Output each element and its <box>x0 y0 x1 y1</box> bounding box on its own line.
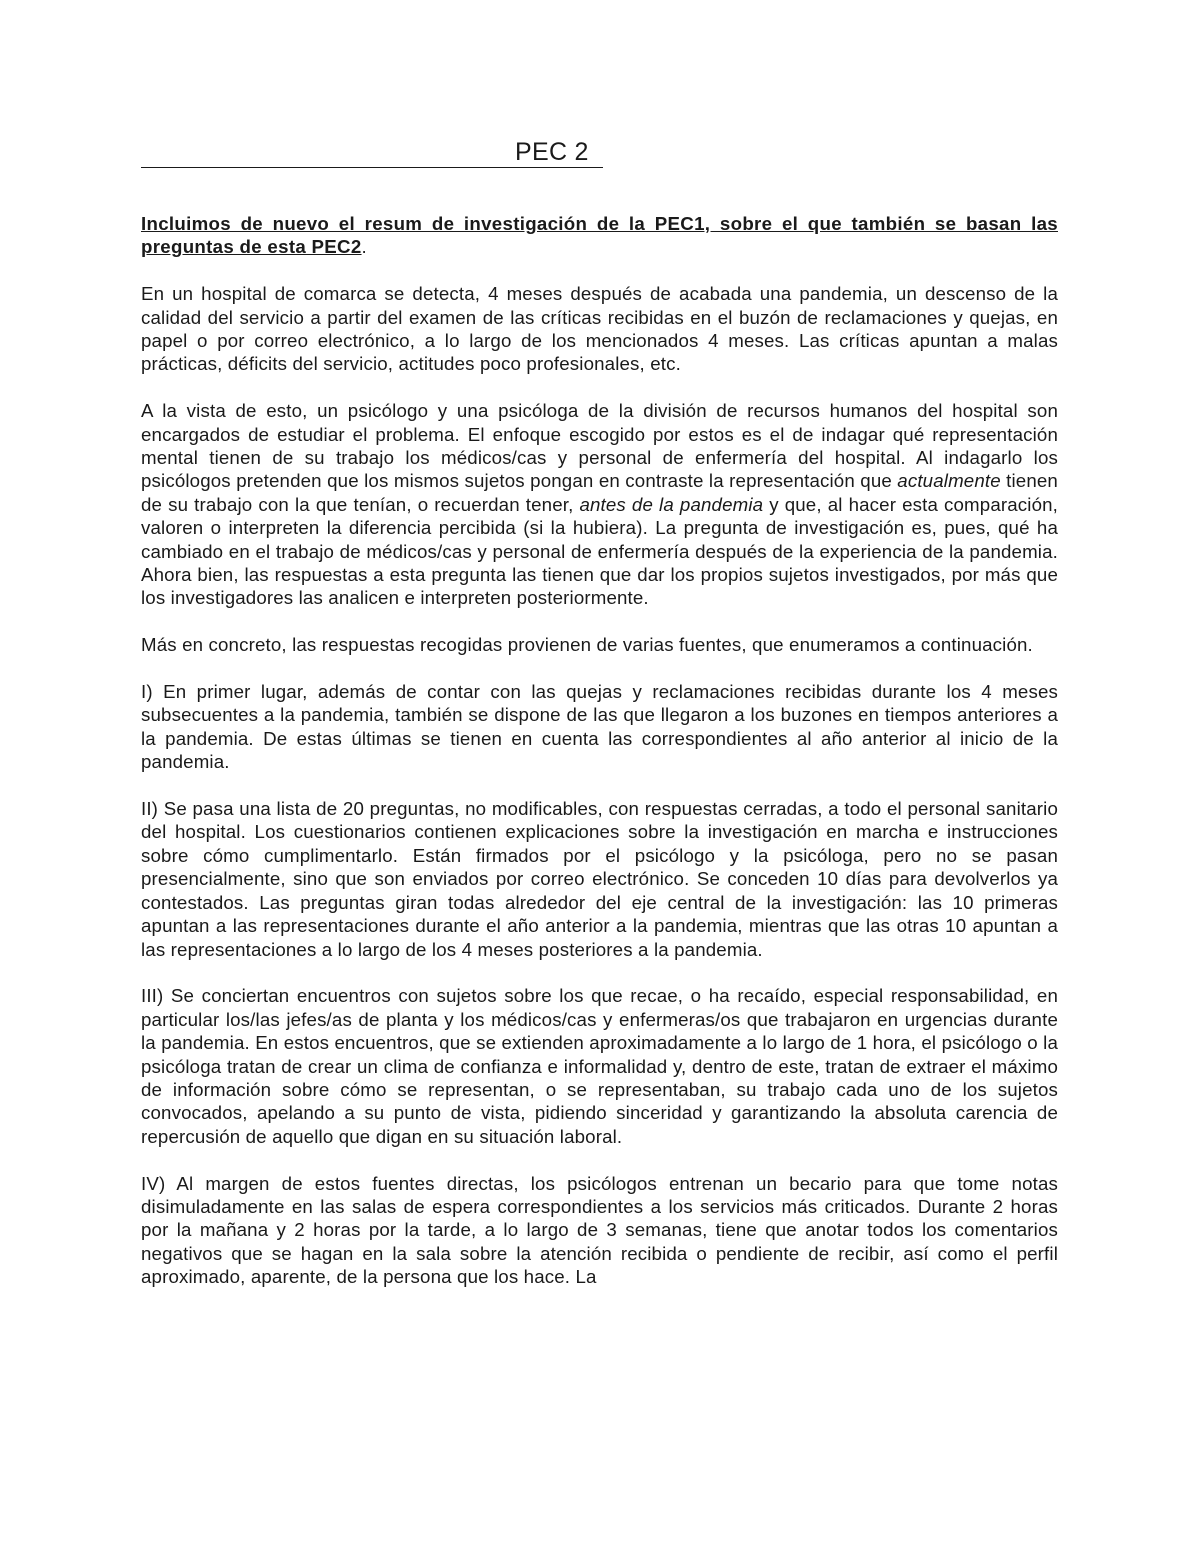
paragraph-2-italic-antes: antes de la pandemia <box>579 493 764 515</box>
paragraph-2-part-a: A la vista de esto, un psicólogo y una psicóloga de la división de recursos humanos del hospital son encargados de estudiar el problema. El enfoque escogido por estos es el de indagar qué representación mental tienen de su trabajo los médicos/cas y personal de enfermería del hospital. Al indagarlo los psicólogos pretenden que los mismos sujetos pongan en contraste la representación que <box>141 400 1058 492</box>
intro-bold-text: Incluimos de nuevo el resum de investigación de la PEC1, sobre el que también se basan las preguntas de esta PEC2 <box>141 213 1058 258</box>
paragraph-source-2: II) Se pasa una lista de 20 preguntas, no modificables, con respuestas cerradas, a todo el personal sanitario del hospital. Los cuestionarios contienen explicaciones sobre la investigación en marcha e instrucciones sobre cómo cumplimentarlo. Están firmados por el psicólogo y la psicóloga, pero no se pasan presencialmente, sino que son enviados por correo electrónico. Se conceden 10 días para devolverlos ya contestados. Las preguntas giran todas alrededor del eje central de la investigación: las 10 primeras apuntan a las representaciones durante el año anterior a la pandemia, mientras que las otras 10 apuntan a las representaciones a lo largo de los 4 meses posteriores a la pandemia. <box>141 798 1058 960</box>
intro-paragraph <box>141 212 1058 259</box>
paragraph-2-part-e: y que, al hacer esta comparación, valoren o interpreten la diferencia percibida (si la hubiera). La pregunta de investigación es, pues, qué ha cambiado en el trabajo de médicos/cas y personal de enfermería después de la experiencia de la pandemia. Ahora bien, las respuestas a esta pregunta las tienen que dar los propios sujetos investigados, por más que los investigadores las analicen e interpreten posteriormente. <box>141 493 1059 609</box>
paragraph-2-part-c: tienen de su trabajo con la que tenían, o recuerdan tener, <box>141 470 1058 515</box>
paragraph-source-3: III) Se conciertan encuentros con sujetos sobre los que recae, o ha recaído, especial responsabilidad, en particular los/las jefes/as de planta y los médicos/cas y enfermeras/os que trabajaron en urgencias durante la pandemia. En estos encuentros, que se extienden aproximadamente a lo largo de 1 hora, el psicólogo o la psicóloga tratan de crear un clima de confianza e informalidad y, dentro de este, tratan de extraer el máximo de información sobre cómo se representan, o se representaban, su trabajo cada uno de los sujetos convocados, apelando a su punto de vista, pidiendo sinceridad y garantizando la absoluta carencia de repercusión de aquello que digan en su situación laboral. <box>141 985 1058 1147</box>
paragraph-2 <box>141 399 1058 610</box>
paragraph-3: Más en concreto, las respuestas recogidas provienen de varias fuentes, que enumeramos a continuación. <box>141 634 1033 656</box>
page-title: PEC 2 <box>515 138 589 166</box>
paragraph-source-4: IV) Al margen de estos fuentes directas, los psicólogos entrenan un becario para que tome notas disimuladamente en las salas de espera correspondientes a los servicios más criticados. Durante 2 horas por la mañana y 2 horas por la tarde, a lo largo de 3 semanas, tiene que anotar todos los comentarios negativos que se hagan en la sala sobre la atención recibida o pendiente de recibir, así como el perfil aproximado, aparente, de la persona que los hace. La <box>141 1172 1058 1288</box>
paragraph-2-italic-actualmente: actualmente <box>897 470 1001 492</box>
document-body <box>141 212 1058 1312</box>
intro-end: . <box>361 236 367 258</box>
paragraph-source-1: I) En primer lugar, además de contar con las quejas y reclamaciones recibidas durante los 4 meses subsecuentes a la pandemia, también se dispone de las que llegaron a los buzones en tiempos anteriores a la pandemia. De estas últimas se tienen en cuenta las correspondientes al año anterior al inicio de la pandemia. <box>141 681 1058 773</box>
paragraph-1: En un hospital de comarca se detecta, 4 meses después de acabada una pandemia, un descenso de la calidad del servicio a partir del examen de las críticas recibidas en el buzón de reclamaciones y quejas, en papel o por correo electrónico, a lo largo de los mencionados 4 meses. Las críticas apuntan a malas prácticas, déficits del servicio, actitudes poco profesionales, etc. <box>141 283 1058 375</box>
